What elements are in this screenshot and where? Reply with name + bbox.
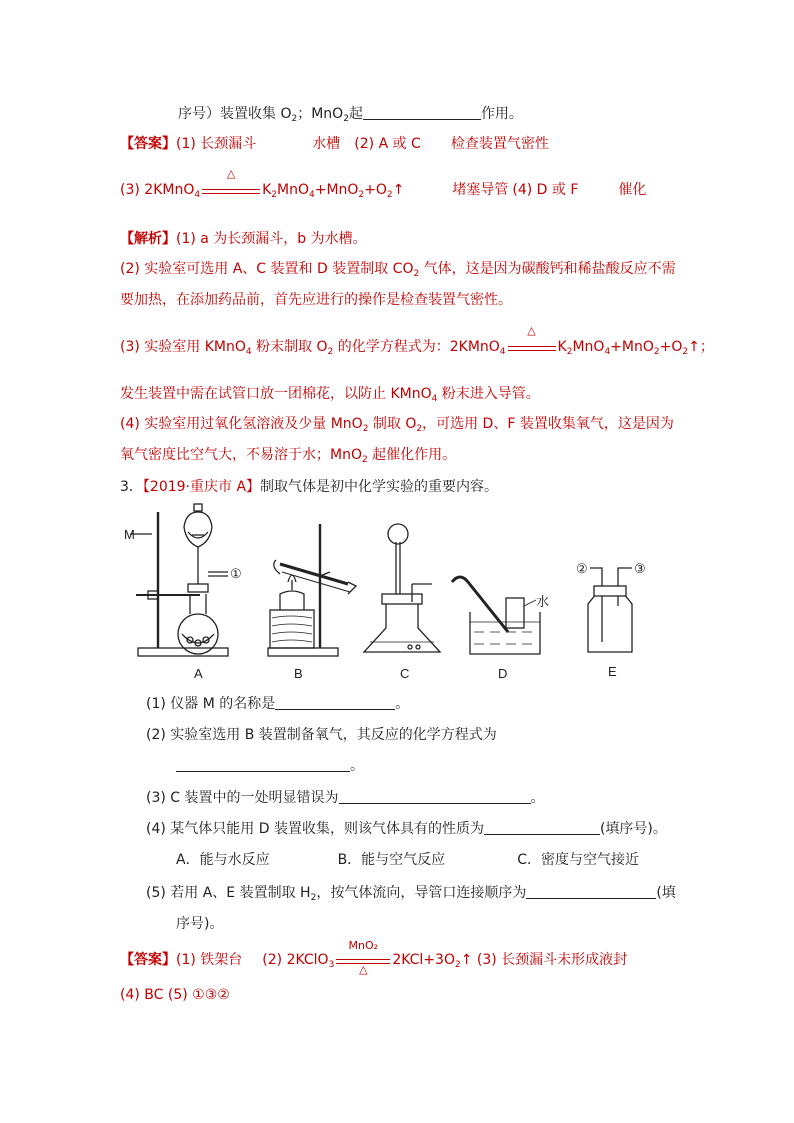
analysis-line-6: (4) 实验室用过氧化氢溶液及少量 MnO$_2$ 制取 $O_2$，可选用 D、F 装置收集氧气，这是因为 xyxy=(120,416,674,434)
analysis-line-7: 氧气密度比空气大，不易溶于水；MnO$_2$ 起催化作用。 xyxy=(120,447,457,465)
apparatus-label-c: C xyxy=(400,666,410,681)
question-3-4: (4) 某气体只能用 D 装置收集，则该气体具有的性质为 (填序号)。 xyxy=(146,821,667,837)
analysis-line-5: 发生装置中需在试管口放一团棉花，以防止 KMnO$_4$ 粉末进入导管。 xyxy=(120,386,540,404)
water-label: 水 xyxy=(536,594,550,609)
apparatus-label-d: D xyxy=(498,666,508,681)
apparatus-c xyxy=(364,524,440,652)
apparatus-b xyxy=(268,524,356,656)
answer-line-1: 【答案】(1) 长颈漏斗 水槽 (2) A 或 C 检查装置气密性 xyxy=(120,136,549,152)
reaction-arrow: △ xyxy=(506,337,558,357)
question-3-4-options xyxy=(176,850,639,870)
reaction-arrow: MnO₂ △ xyxy=(334,950,392,970)
answer-blank[interactable] xyxy=(176,756,350,772)
answer-line-2: (3) 2KMnO$_4$ △ $K_2MnO_4+MnO_2+O_2↑$ 堵塞导管 (4) D 或 F 催化 xyxy=(120,167,647,200)
question-3-1: (1) 仪器 M 的名称是 。 xyxy=(146,696,410,712)
question-3-heading: 3．【2019·重庆市 A】制取气体是初中化学实验的重要内容。 xyxy=(120,479,499,495)
question-3-5-cont: 序号)。 xyxy=(176,916,224,932)
apparatus-a xyxy=(130,504,228,656)
apparatus-label-e: E xyxy=(608,664,617,679)
line-1: 序号）装置收集 $O_2$；MnO$_2$起 作用。 xyxy=(178,106,523,124)
apparatus-d xyxy=(452,577,540,654)
apparatus-figure xyxy=(120,502,680,682)
option-b: B．能与空气反应 xyxy=(337,852,446,868)
analysis-line-1: 【解析】(1) a 为长颈漏斗，b 为水槽。 xyxy=(120,231,367,247)
question-3-3: (3) C 装置中的一处明显错误为 。 xyxy=(146,790,545,806)
instrument-m-label: M xyxy=(124,527,135,542)
answer-blank[interactable] xyxy=(363,104,481,120)
question-3-5: (5) 若用 A、E 装置制取 $H_2$，按气体流向，导管口连接顺序为 (填 xyxy=(146,885,676,903)
answer-tag: 【答案】 xyxy=(120,136,176,152)
option-c: C．密度与空气接近 xyxy=(517,852,639,868)
apparatus-label-b: B xyxy=(294,666,303,681)
outlet-2-label: ② xyxy=(576,561,588,576)
apparatus-e xyxy=(588,568,632,652)
answer-blank[interactable] xyxy=(339,788,531,804)
answer-3-line-1: 【答案】(1) 铁架台 (2) 2KClO$_3$ MnO₂ △ $2KCl+3O_2↑$ (3) 长颈漏斗未形成液封 xyxy=(120,939,628,976)
analysis-line-3: 要加热，在添加药品前，首先应进行的操作是检查装置气密性。 xyxy=(120,292,512,308)
analysis-line-2: (2) 实验室可选用 A、C 装置和 D 装置制取 $CO_2$ 气体，这是因为碳酸钙和稀盐酸反应不需 xyxy=(120,261,676,279)
question-3-2-blank: 。 xyxy=(176,756,364,776)
answer-blank[interactable] xyxy=(484,819,600,835)
analysis-line-4: (3) 实验室用 KMnO$_4$ 粉末制取 $O_2$ 的化学方程式为：2KMnO$_4$ △ $K_2MnO_4+MnO_2+O_2↑$； xyxy=(120,324,714,357)
answer-blank[interactable] xyxy=(526,883,656,899)
reaction-arrow: △ xyxy=(200,180,262,200)
outlet-1-label: ① xyxy=(230,566,242,581)
outlet-3-label: ③ xyxy=(634,561,646,576)
analysis-tag: 【解析】 xyxy=(120,231,176,247)
option-a: A．能与水反应 xyxy=(176,852,270,868)
answer-blank[interactable] xyxy=(275,694,395,710)
question-3-2: (2) 实验室选用 B 装置制备氧气，其反应的化学方程式为 xyxy=(146,727,497,743)
apparatus-label-a: A xyxy=(194,666,203,681)
answer-3-line-2: (4) BC (5) ①③② xyxy=(120,987,230,1003)
